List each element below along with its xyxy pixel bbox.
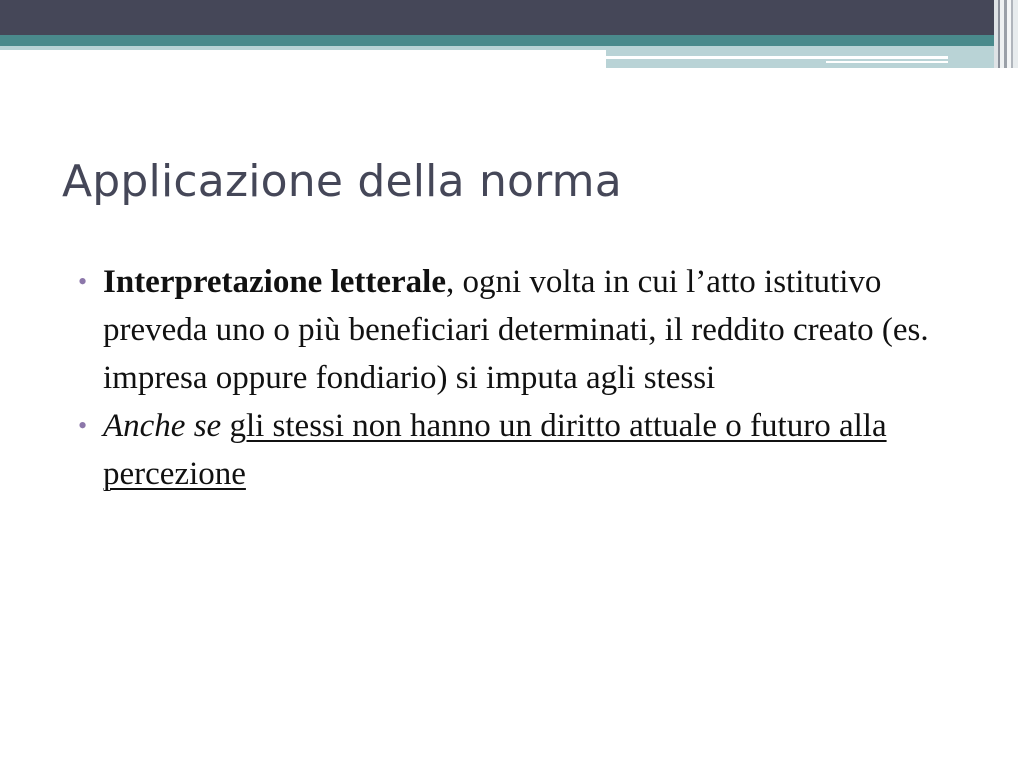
bullet-marker-icon: • (78, 411, 88, 440)
bullet-item-2 (78, 402, 978, 498)
slide-title: Applicazione della norma (62, 156, 622, 207)
bullet-marker-icon: • (78, 267, 88, 296)
header-band-teal (0, 35, 1024, 46)
header-band-dark (0, 0, 1024, 35)
header-accent-line-short (826, 61, 948, 63)
header-vertical-stripes (994, 0, 1024, 68)
bullet-2-underlined-text: gli stessi non hanno un diritto attuale o futuro alla percezione (103, 408, 887, 492)
header-accent-line (606, 56, 948, 59)
bullet-1-bold-text: Interpretazione letterale (103, 264, 446, 300)
bullet-2-italic-text: Anche se (103, 408, 222, 444)
bullet-item-1 (78, 258, 978, 402)
header-band-light-left (0, 46, 606, 50)
bullet-list (78, 258, 978, 498)
bullet-1-text: , ogni volta in cui l’atto istitutivo preveda uno o più beneficiari determinati, il reddito creato (es. impresa oppure fondiario) si imputa agli stessi (103, 264, 929, 396)
